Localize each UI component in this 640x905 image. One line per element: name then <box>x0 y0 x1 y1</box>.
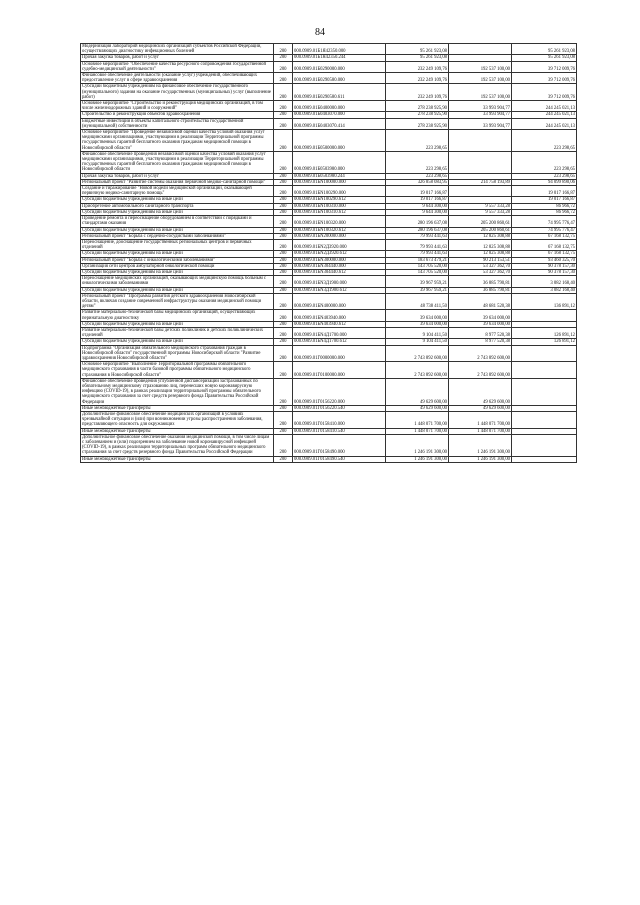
row-code: 200 <box>274 257 293 263</box>
row-approved-amount: 232 249 109,76 <box>386 73 449 84</box>
row-approved-amount: 143 705 520,00 <box>386 269 449 275</box>
row-code: 200 <box>274 101 293 112</box>
row-classification-code: 000.0909.01Б0403070.414 <box>293 118 386 129</box>
row-name: Региональный проект "Борьба с онкологическими заболеваниями" <box>81 257 274 263</box>
row-remaining-amount: 90 378 157,30 <box>512 263 577 269</box>
row-remaining-amount: 19 017 166,87 <box>512 197 577 203</box>
row-classification-code: 000.0909.01БN100310.000 <box>293 203 386 209</box>
row-code: 200 <box>274 84 293 101</box>
row-code: 200 <box>274 293 293 310</box>
row-code: 200 <box>274 118 293 129</box>
row-approved-amount: 9 644 300,00 <box>386 203 449 209</box>
row-code: 200 <box>274 209 293 215</box>
row-executed-amount: 1 448 071 700,00 <box>449 428 512 434</box>
row-classification-code: 000.0909.01БN2Д3920.000 <box>293 239 386 250</box>
row-remaining-amount: 74 995 776,47 <box>512 216 577 227</box>
budget-table <box>80 43 577 463</box>
row-name: Прочая закупка товаров, работ и услуг <box>81 173 274 179</box>
row-name: Основное мероприятие "Выполнение Территориальной программы обязательного медицинского страхования в части базовой программы обязательного медицинского страхования в Новосибирской области" <box>81 362 274 379</box>
row-executed-amount: 49 629 600,00 <box>449 405 512 411</box>
row-approved-amount: 1 448 071 700,00 <box>386 428 449 434</box>
row-approved-amount: 223 298,65 <box>386 130 449 152</box>
row-classification-code: 000.0909.01БN4Д1700.612 <box>293 339 386 345</box>
row-executed-amount: 205 200 860,61 <box>449 227 512 233</box>
row-remaining-amount: 86 966,72 <box>512 203 577 209</box>
row-approved-amount: 39 634 000,00 <box>386 310 449 321</box>
row-code: 200 <box>274 112 293 118</box>
row-remaining-amount: 223 298,65 <box>512 173 577 179</box>
row-name: Субсидии бюджетным учреждениям на иные цели <box>81 321 274 327</box>
row-classification-code: 000.0909.01Б0400000.000 <box>293 101 386 112</box>
row-code: 200 <box>274 73 293 84</box>
table-row <box>81 251 577 257</box>
row-executed-amount <box>449 130 512 152</box>
row-classification-code: 000.0909.01Б0290580.611 <box>293 84 386 101</box>
row-approved-amount: 79 993 441,63 <box>386 251 449 257</box>
row-name: Модернизация лабораторий медицинских организаций субъектов Российской Федерации, осуществляющих диагностику инфекционных болезней <box>81 44 274 55</box>
row-remaining-amount: 126 891,12 <box>512 327 577 338</box>
row-code: 200 <box>274 434 293 456</box>
row-name: Субсидии бюджетным учреждениям на иные цели <box>81 227 274 233</box>
row-remaining-amount: 39 712 009,76 <box>512 73 577 84</box>
row-approved-amount: 39 967 959,21 <box>386 276 449 287</box>
table-row <box>81 73 577 84</box>
row-executed-amount: 36 885 790,81 <box>449 276 512 287</box>
row-remaining-amount <box>512 378 577 405</box>
page-number: 84 <box>315 27 325 38</box>
row-name: Дополнительное финансовое обеспечение оказания медицинской помощи, в том числе лицам с заболеванием и (или) подозрением на заболевание новой коронавирусной инфекцией (COVID-19), в рамках реализации территориальных программ обязательного медицинского страхования за счет средств резервного фонда Правительства Российской Федерации <box>81 434 274 456</box>
row-name: Развитие материально-технической базы детских поликлиник и детских поликлинических отделений <box>81 327 274 338</box>
row-executed-amount: 53 327 362,70 <box>449 269 512 275</box>
row-name: Проведение ремонта и переоснащение оборудованием в соответствии с порядками и стандартами оказания <box>81 216 274 227</box>
row-name: Дополнительное финансовое обеспечение медицинских организаций в условиях чрезвычайной ситуации и (или) при возникновении угрозы распространения заболевания, представляющего опасность для окружающих <box>81 412 274 429</box>
table-row <box>81 130 577 152</box>
row-executed-amount: 12 825 308,88 <box>449 251 512 257</box>
row-executed-amount: 2 743 892 600,00 <box>449 345 512 362</box>
row-approved-amount: 48 738 411,50 <box>386 293 449 310</box>
row-executed-amount <box>449 44 512 55</box>
row-classification-code: 000.0909.01Г0000000.000 <box>293 345 386 362</box>
row-remaining-amount: 94 099 890,06 <box>512 179 577 185</box>
row-remaining-amount: 223 298,65 <box>512 151 577 173</box>
row-classification-code: 000.0909.01БN100000.000 <box>293 179 386 185</box>
row-executed-amount: 9 557 333,28 <box>449 209 512 215</box>
row-classification-code: 000.0909.01БN100320.000 <box>293 216 386 227</box>
row-name: Переоснащение медицинских организаций, оказывающих медицинскую помощь больным с онкологическими заболеваниями <box>81 276 274 287</box>
row-approved-amount: 95 261 923,08 <box>386 55 449 61</box>
row-classification-code: 000.0909.01БN300000.000 <box>293 257 386 263</box>
row-approved-amount: 2 743 892 600,00 <box>386 345 449 362</box>
table-row <box>81 345 577 362</box>
table-row <box>81 339 577 345</box>
row-code: 200 <box>274 239 293 250</box>
row-executed-amount: 2 743 892 600,00 <box>449 362 512 379</box>
row-classification-code: 000.0909.01БN3Д1900.000 <box>293 276 386 287</box>
row-remaining-amount <box>512 412 577 429</box>
row-name: Региональный проект "Развитие системы оказания первичной медико-санитарной помощи" <box>81 179 274 185</box>
row-classification-code: 000.0909.01БN403940.612 <box>293 321 386 327</box>
row-executed-amount: 192 537 100,00 <box>449 61 512 72</box>
row-name: Бюджетные инвестиции в объекты капитального строительства государственной (муниципальной) собственности <box>81 118 274 129</box>
row-approved-amount: 19 017 166,87 <box>386 197 449 203</box>
row-approved-amount: 9 104 411,50 <box>386 327 449 338</box>
row-executed-amount: 53 327 362,70 <box>449 263 512 269</box>
table-row <box>81 321 577 327</box>
row-executed-amount: 192 537 100,00 <box>449 73 512 84</box>
row-code: 200 <box>274 412 293 429</box>
row-remaining-amount <box>512 345 577 362</box>
row-remaining-amount: 95 261 923,08 <box>512 44 577 55</box>
row-remaining-amount <box>512 362 577 379</box>
row-name: Основное мероприятие "Обеспечение качества ресурсного сопровождения государственной судебно-медицинской деятельности" <box>81 61 274 72</box>
row-remaining-amount: 67 168 132,75 <box>512 239 577 250</box>
row-executed-amount: 33 993 904,77 <box>449 101 512 112</box>
table-row <box>81 209 577 215</box>
budget-table-body <box>81 44 577 463</box>
row-executed-amount: 1 246 191 300,00 <box>449 456 512 462</box>
row-code: 200 <box>274 405 293 411</box>
row-classification-code: 000.0909.01Г0158410.000 <box>293 412 386 429</box>
row-approved-amount: 280 196 637,08 <box>386 216 449 227</box>
row-remaining-amount: 19 017 166,87 <box>512 186 577 197</box>
row-classification-code: 000.0909.01Г0100000.000 <box>293 362 386 379</box>
row-approved-amount: 49 629 600,00 <box>386 378 449 405</box>
row-name: Основное мероприятие "Проведение независимой оценки качества условий оказания услуг медицинскими организациями, участвующими в реализации Территориальной программы государственных гарантий бесплатного оказания гражданам медицинской помощи в Новосибирской области" <box>81 130 274 152</box>
row-remaining-amount: 67 168 132,75 <box>512 251 577 257</box>
row-code: 200 <box>274 55 293 61</box>
row-classification-code: 000.0909.01Б1Я42350.000 <box>293 44 386 55</box>
table-row <box>81 434 577 456</box>
row-approved-amount: 49 629 600,00 <box>386 405 449 411</box>
row-executed-amount: 39 634 000,00 <box>449 321 512 327</box>
row-code: 200 <box>274 61 293 72</box>
row-code: 200 <box>274 179 293 185</box>
row-code: 200 <box>274 151 293 173</box>
row-name: Региональный проект "Борьба с сердечно-сосудистыми заболеваниями" <box>81 233 274 239</box>
row-remaining-amount: 90 378 157,30 <box>512 269 577 275</box>
row-remaining-amount: 39 712 009,76 <box>512 61 577 72</box>
row-classification-code: 000.0909.01Б0503980.000 <box>293 151 386 173</box>
table-row <box>81 61 577 72</box>
row-remaining-amount <box>512 310 577 321</box>
row-executed-amount <box>449 186 512 197</box>
row-approved-amount: 1 448 071 700,00 <box>386 412 449 429</box>
row-name: Переоснащение, дооснащение государственных региональных центров и первичных отделений <box>81 239 274 250</box>
row-code: 200 <box>274 378 293 405</box>
row-classification-code: 000.0909.01БN304440.612 <box>293 269 386 275</box>
row-approved-amount: 223 298,65 <box>386 151 449 173</box>
row-classification-code: 000.0909.01БN304440.000 <box>293 263 386 269</box>
row-approved-amount: 278 238 925,90 <box>386 112 449 118</box>
table-row <box>81 112 577 118</box>
row-approved-amount: 278 238 925,90 <box>386 101 449 112</box>
row-executed-amount: 49 629 600,00 <box>449 378 512 405</box>
row-remaining-amount: 74 995 776,47 <box>512 227 577 233</box>
row-name: Субсидии бюджетным учреждениям на иные цели <box>81 251 274 257</box>
row-executed-amount <box>449 151 512 173</box>
row-remaining-amount: 244 245 021,13 <box>512 118 577 129</box>
row-code: 200 <box>274 345 293 362</box>
row-name: Иные межбюджетные трансферты <box>81 405 274 411</box>
row-executed-amount: 36 885 790,81 <box>449 287 512 293</box>
row-code: 200 <box>274 287 293 293</box>
row-classification-code: 000.0909.01БN403940.000 <box>293 310 386 321</box>
row-code: 200 <box>274 216 293 227</box>
row-executed-amount: 9 557 333,28 <box>449 203 512 209</box>
row-classification-code: 000.0909.01Г0156220.540 <box>293 405 386 411</box>
row-executed-amount: 12 825 308,88 <box>449 239 512 250</box>
row-approved-amount: 9 644 300,00 <box>386 209 449 215</box>
row-classification-code: 000.0909.01Г0158490.000 <box>293 434 386 456</box>
row-approved-amount: 95 261 923,08 <box>386 44 449 55</box>
table-row <box>81 412 577 429</box>
row-approved-amount: 326 858 083,95 <box>386 179 449 185</box>
table-row <box>81 216 577 227</box>
row-approved-amount: 183 673 479,21 <box>386 257 449 263</box>
row-remaining-amount: 244 245 021,13 <box>512 112 577 118</box>
row-remaining-amount: 3 082 168,40 <box>512 276 577 287</box>
row-approved-amount: 79 993 441,63 <box>386 233 449 239</box>
row-approved-amount: 39 634 000,00 <box>386 321 449 327</box>
row-remaining-amount: 86 966,72 <box>512 209 577 215</box>
row-name: Иные межбюджетные трансферты <box>81 428 274 434</box>
row-approved-amount: 1 246 191 300,00 <box>386 434 449 456</box>
row-code: 200 <box>274 428 293 434</box>
row-name: Финансовое обеспечение деятельности (оказание услуг) учреждений, обеспечивающих предоставление услуг в сфере здравоохранения <box>81 73 274 84</box>
row-name: Развитие материально-технической базы медицинских организаций, осуществляющих перинатальную диагностику <box>81 310 274 321</box>
row-code: 200 <box>274 233 293 239</box>
table-row <box>81 276 577 287</box>
row-classification-code: 000.0909.01Б1Я42350.244 <box>293 55 386 61</box>
row-remaining-amount: 223 298,65 <box>512 130 577 152</box>
row-code: 200 <box>274 44 293 55</box>
row-code: 200 <box>274 269 293 275</box>
table-row <box>81 239 577 250</box>
row-remaining-amount: 3 082 168,40 <box>512 287 577 293</box>
row-name: Субсидии бюджетным учреждениям на финансовое обеспечение государственного (муниципального) задания на оказание государственных (муниципальных) услуг (выполнение работ) <box>81 84 274 101</box>
table-row <box>81 362 577 379</box>
row-name: Региональный проект "Программа развития детского здравоохранения Новосибирской области, включая создание современной инфраструктуры оказания медицинской помощи детям" <box>81 293 274 310</box>
table-row <box>81 227 577 233</box>
row-approved-amount: 2 743 892 600,00 <box>386 362 449 379</box>
row-name: Субсидии бюджетным учреждениям на иные цели <box>81 269 274 275</box>
row-approved-amount: 278 238 925,90 <box>386 118 449 129</box>
row-classification-code: 000.0909.01Б0290580.000 <box>293 73 386 84</box>
table-row <box>81 179 577 185</box>
row-name: Субсидии бюджетным учреждениям на иные цели <box>81 197 274 203</box>
row-code: 200 <box>274 276 293 287</box>
row-approved-amount: 223 298,65 <box>386 173 449 179</box>
row-code: 200 <box>274 173 293 179</box>
row-code: 200 <box>274 321 293 327</box>
row-name: Приобретение автомобильного санитарного транспорта <box>81 203 274 209</box>
table-row <box>81 293 577 310</box>
table-row <box>81 151 577 173</box>
row-classification-code: 000.0909.01Г0158410.540 <box>293 428 386 434</box>
table-row <box>81 44 577 55</box>
row-remaining-amount: 244 245 021,13 <box>512 101 577 112</box>
row-executed-amount: 33 993 904,77 <box>449 118 512 129</box>
row-classification-code: 000.0909.01БN400000.000 <box>293 293 386 310</box>
table-row <box>81 310 577 321</box>
row-executed-amount: 39 634 000,00 <box>449 310 512 321</box>
row-approved-amount: 1 246 191 300,00 <box>386 456 449 462</box>
row-name: Финансовое обеспечение проведения независимой оценки качества условий оказания услуг медицинскими организациями, участвующими в реализации Территориальной программы государственных гарантий бесплатного оказания гражданам медицинской помощи в Новосибирской области <box>81 151 274 173</box>
table-row <box>81 84 577 101</box>
table-row <box>81 257 577 263</box>
row-approved-amount: 232 249 109,76 <box>386 84 449 101</box>
row-executed-amount: 214 758 193,89 <box>449 179 512 185</box>
row-code: 200 <box>274 456 293 462</box>
table-row <box>81 287 577 293</box>
row-code: 200 <box>274 263 293 269</box>
row-executed-amount: 12 825 308,88 <box>449 233 512 239</box>
table-row <box>81 456 577 462</box>
table-row <box>81 263 577 269</box>
row-remaining-amount: 39 712 009,76 <box>512 84 577 101</box>
row-classification-code: 000.0909.01БN4Д1700.000 <box>293 327 386 338</box>
row-classification-code: 000.0909.01БN200000.000 <box>293 233 386 239</box>
table-row <box>81 118 577 129</box>
row-executed-amount: 90 213 153,51 <box>449 257 512 263</box>
row-name: Иные межбюджетные трансферты <box>81 456 274 462</box>
table-row <box>81 203 577 209</box>
row-remaining-amount: 67 168 132,75 <box>512 233 577 239</box>
row-classification-code: 000.0909.01Б0403070.000 <box>293 112 386 118</box>
row-code: 200 <box>274 130 293 152</box>
row-executed-amount: 8 977 520,38 <box>449 339 512 345</box>
row-name: Субсидии бюджетным учреждениям на иные цели <box>81 209 274 215</box>
row-executed-amount: 48 681 520,38 <box>449 293 512 310</box>
row-executed-amount: 205 200 860,61 <box>449 216 512 227</box>
row-code: 200 <box>274 251 293 257</box>
row-remaining-amount: 93 460 325,70 <box>512 257 577 263</box>
row-code: 200 <box>274 197 293 203</box>
row-classification-code: 000.0909.01Б0290000.000 <box>293 61 386 72</box>
table-row <box>81 186 577 197</box>
row-remaining-amount <box>512 434 577 456</box>
row-code: 200 <box>274 310 293 321</box>
row-remaining-amount: 95 261 923,08 <box>512 55 577 61</box>
row-classification-code: 000.0909.01Г0156220.000 <box>293 378 386 405</box>
table-row <box>81 327 577 338</box>
row-classification-code: 000.0909.01Б0500000.000 <box>293 130 386 152</box>
row-approved-amount: 19 017 166,87 <box>386 186 449 197</box>
row-classification-code: 000.0909.01БN100310.612 <box>293 209 386 215</box>
row-name: Создание и тиражирование "Новой модели медицинской организации, оказывающей первичную медико-санитарную помощь" <box>81 186 274 197</box>
row-approved-amount: 280 196 637,08 <box>386 227 449 233</box>
row-classification-code: 000.0909.01БN3Д1900.612 <box>293 287 386 293</box>
row-code: 200 <box>274 327 293 338</box>
row-code: 200 <box>274 362 293 379</box>
row-code: 200 <box>274 186 293 197</box>
row-classification-code: 000.0909.01БN2Д3920.612 <box>293 251 386 257</box>
table-row <box>81 269 577 275</box>
row-classification-code: 000.0909.01БN100320.612 <box>293 227 386 233</box>
row-code: 200 <box>274 339 293 345</box>
row-approved-amount: 143 705 520,00 <box>386 263 449 269</box>
row-classification-code: 000.0909.01Г0158490.540 <box>293 456 386 462</box>
row-name: Финансовое обеспечение проведения углубленной диспансеризации застрахованных по обязательному медицинскому страхованию лиц, перенесших новую коронавирусную инфекцию (COVID-19), в рамках реализации территориальной программы обязательного медицинского страхования за счет средств резервного фонда Правительства Российской Федерации <box>81 378 274 405</box>
row-remaining-amount: 126 891,12 <box>512 339 577 345</box>
table-row <box>81 233 577 239</box>
row-approved-amount: 39 967 959,21 <box>386 287 449 293</box>
row-name: Строительство и реконструкция объектов здравоохранения <box>81 112 274 118</box>
row-name: Субсидии бюджетным учреждениям на иные цели <box>81 287 274 293</box>
row-classification-code: 000.0909.01БN100290.000 <box>293 186 386 197</box>
row-remaining-amount: 136 891,12 <box>512 293 577 310</box>
row-name: Организация сети центров амбулаторной онкологической помощи <box>81 263 274 269</box>
table-row <box>81 101 577 112</box>
row-code: 200 <box>274 227 293 233</box>
row-remaining-amount <box>512 456 577 462</box>
row-executed-amount: 1 448 071 700,00 <box>449 412 512 429</box>
row-approved-amount: 9 104 411,50 <box>386 339 449 345</box>
row-executed-amount: 192 537 100,00 <box>449 84 512 101</box>
row-approved-amount: 79 993 441,63 <box>386 239 449 250</box>
row-executed-amount: 8 977 520,38 <box>449 327 512 338</box>
row-code: 200 <box>274 203 293 209</box>
row-approved-amount: 232 249 109,76 <box>386 61 449 72</box>
table-row <box>81 378 577 405</box>
row-name: Прочая закупка товаров, работ и услуг <box>81 55 274 61</box>
row-name: Субсидии бюджетным учреждениям на иные цели <box>81 339 274 345</box>
row-executed-amount: 33 993 904,77 <box>449 112 512 118</box>
row-classification-code: 000.0909.01БN100290.612 <box>293 197 386 203</box>
row-name: Подпрограмма "Организация обязательного медицинского страхования граждан в Новосибирской области" государственной программы Новосибирской области "Развитие здравоохранения Новосибирской области" <box>81 345 274 362</box>
row-name: Основное мероприятие "Строительство и реконструкция медицинских организаций, в том числе железнодорожных зданий и сооружений" <box>81 101 274 112</box>
row-executed-amount: 1 246 191 300,00 <box>449 434 512 456</box>
row-classification-code: 000.0909.01Б0503980.244 <box>293 173 386 179</box>
